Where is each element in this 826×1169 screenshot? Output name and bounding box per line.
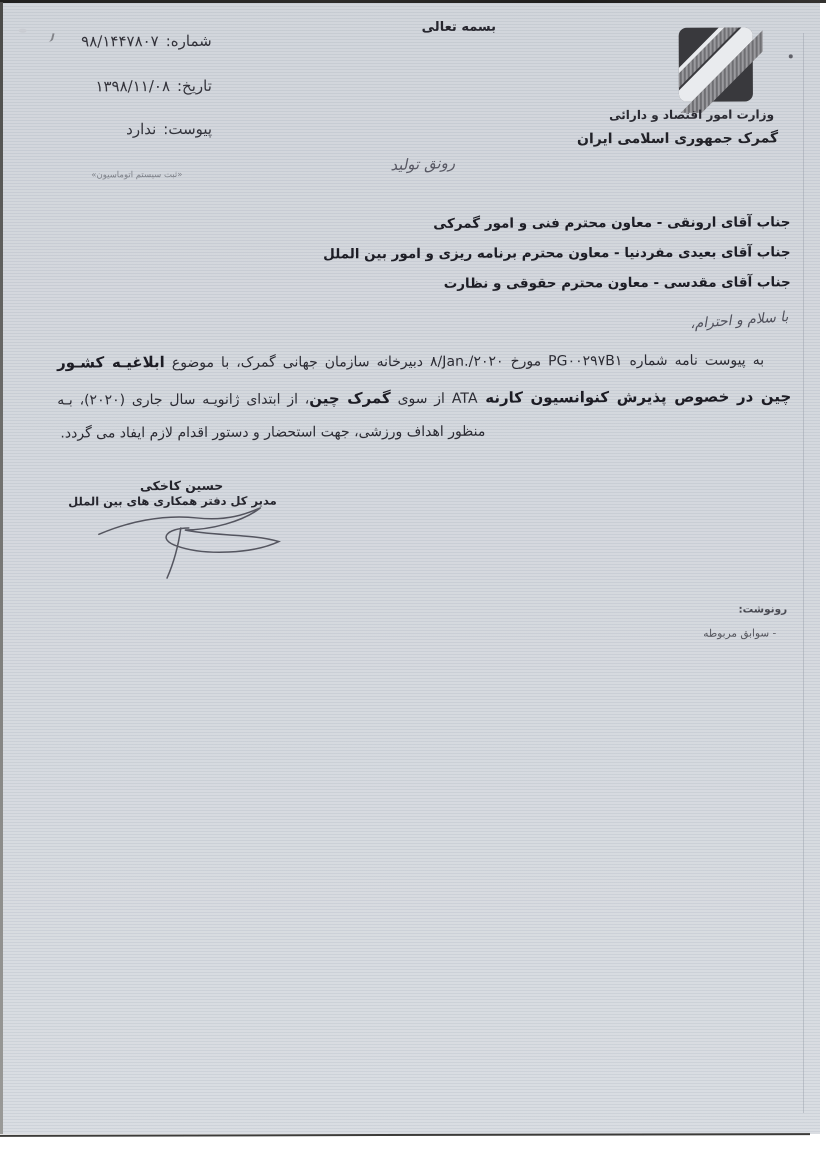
year-slogan-handwritten: رونق تولید (389, 153, 456, 175)
cc-label: رونوشت: (738, 603, 788, 616)
customs-logo-icon (671, 24, 763, 112)
letter-number-label: شماره: (165, 31, 212, 51)
ministry-name: وزارت امور اقتصاد و دارائی (609, 107, 775, 123)
organization-name: گمرک جمهوری اسلامی ایران (576, 130, 779, 148)
scan-smudge (19, 29, 27, 33)
letter-date-row (95, 77, 212, 96)
recipient-line: جناب آقای بعیدی مفردنیا - معاون محترم برنامه ریزی و امور بین الملل (323, 244, 791, 263)
body-paragraph-line: به پیوست نامه شماره PG۰۰۲۹۷B۱ مورخ ۸/Jan./۲۰۲۰ دبیرخانه سازمان جهانی گمرک، با موضوع ابلاغیـه کشـور (57, 352, 765, 372)
letter-number-row (81, 32, 212, 51)
handwritten-mark (46, 32, 55, 42)
signer-name: حسین کاخکی (139, 477, 224, 494)
letter-date-label: تاریخ: (176, 76, 212, 96)
bismillah-text: بسمه تعالی (421, 19, 497, 35)
letter-date-value: ۱۳۹۸/۱۱/۰۸ (95, 77, 171, 96)
automation-registration-note: «ثبت سیستم اتوماسیون» (91, 169, 183, 181)
scan-bottom-edge (0, 1133, 810, 1137)
body-paragraph-line: چین در خصوص پذیرش کنوانسیون کارنه ATA از سوی گمرک چین، از ابتدای ژانویـه سال جاری (۲۰۲۰)، بـه (57, 387, 792, 409)
recipient-line: جناب آقای ارونقی - معاون محترم فنی و امور گمرکی (433, 214, 791, 232)
signer-title: مدیر کل دفتر همکاری های بین الملل (68, 493, 277, 509)
body-paragraph-line: منظور اهداف ورزشی، جهت استحضار و دستور اقدام لازم ایفاد می گردد. (60, 423, 486, 442)
signature-scrawl-icon (93, 499, 298, 580)
cc-item: - سوابق مربوطه (703, 627, 777, 640)
scan-left-edge (0, 2, 3, 1134)
letter-paper (3, 3, 820, 1134)
letter-attachment-value: ندارد (126, 120, 157, 139)
recipient-line: جناب آقای مقدسی - معاون محترم حقوقی و نظارت (443, 274, 791, 292)
scan-top-edge (0, 0, 826, 3)
letter-number-value: ۹۸/۱۴۴۷۸۰۷ (81, 32, 159, 51)
stamp-dot (789, 54, 793, 58)
salutation-handwritten: با سلام و احترام، (689, 308, 790, 333)
letter-content (1, 1, 823, 1136)
letter-attachment-label: پیوست: (163, 119, 213, 139)
letter-attachment-row (126, 120, 212, 138)
